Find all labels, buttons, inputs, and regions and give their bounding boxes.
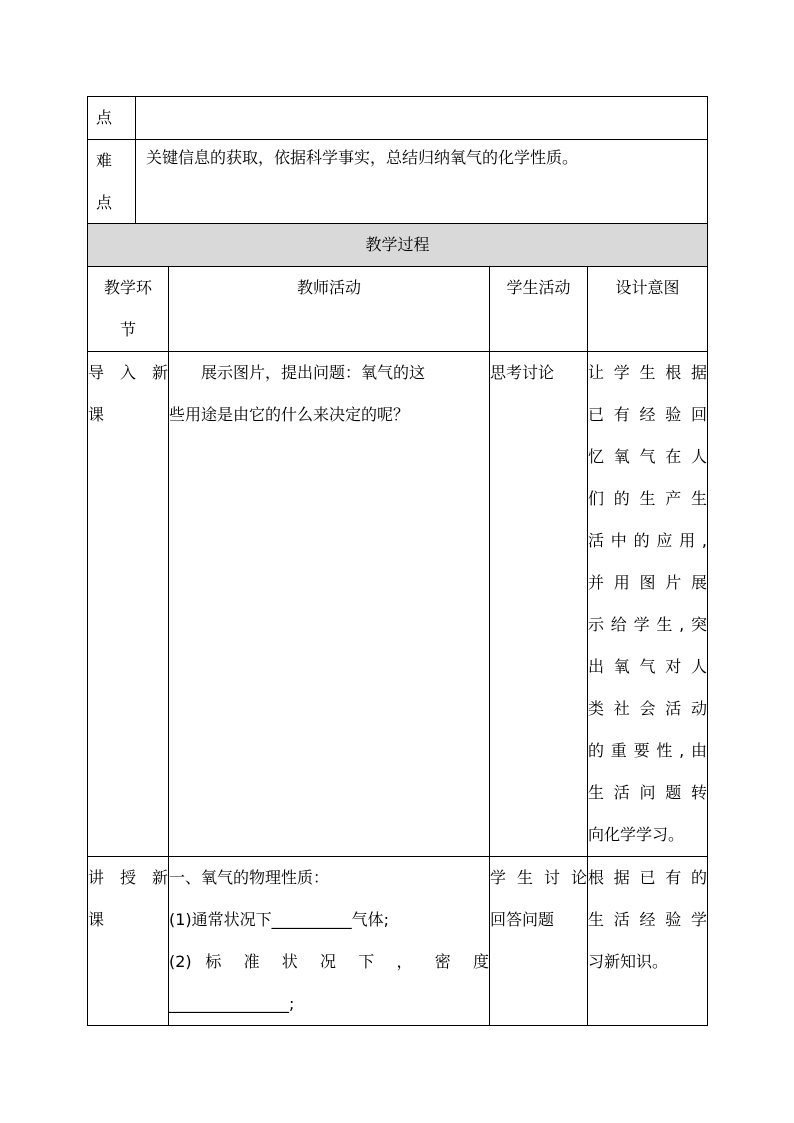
design-intent-line: 忆氧气在人 (588, 447, 708, 466)
design-intent-line: 让学生根据 (588, 363, 708, 382)
design-intent-line: 向化学学习。 (588, 825, 685, 844)
teaching-process-table (87, 223, 708, 1026)
student-activity-cell (490, 857, 588, 1026)
teacher-activity-line: 些用途是由它的什么来决定的呢？ (169, 405, 410, 424)
difficulty-label-line-2: 点 (96, 193, 113, 212)
design-intent-line: 习新知识。 (588, 952, 669, 971)
teacher-activity-line: 展示图片，提出问题：氧气的这 (201, 363, 426, 382)
student-activity-line: 学生讨论 (490, 868, 587, 887)
design-intent-line: 生活问题转 (588, 783, 708, 802)
stage-line: 课 (88, 910, 105, 929)
student-activity-line: 思考讨论 (490, 363, 555, 382)
header-stage-line-2: 节 (119, 320, 136, 339)
header-teacher: 教师活动 (169, 267, 490, 352)
teacher-activity-cell (169, 352, 490, 857)
difficulty-row (88, 140, 708, 225)
design-intent-line: 根据已有的 (588, 868, 708, 887)
student-activity-line: 回答问题 (490, 910, 555, 929)
design-intent-line: 们的生产生 (588, 489, 708, 508)
key-point-label: 点 (88, 97, 136, 140)
design-intent-line: 类社会活动 (588, 699, 708, 718)
header-stage-line-1: 教学环 (103, 278, 152, 297)
teacher-activity-line: 一、氧气的物理性质： (169, 868, 330, 887)
table-row (88, 352, 708, 857)
difficulty-label-line-1: 难 (96, 151, 113, 170)
design-intent-cell (588, 857, 708, 1026)
section-title-row (88, 224, 708, 267)
student-activity-cell (490, 352, 588, 857)
header-row (88, 267, 708, 352)
key-point-row (88, 97, 708, 140)
header-student: 学生活动 (490, 267, 588, 352)
key-points-table (87, 96, 708, 225)
stage-cell (88, 352, 169, 857)
difficulty-content: 关键信息的获取，依据科学事实，总结归纳氧气的化学性质。 (136, 140, 708, 225)
teacher-activity-cell (169, 857, 490, 1026)
section-title: 教学过程 (88, 224, 708, 267)
header-stage (88, 267, 169, 352)
difficulty-label (88, 140, 136, 225)
key-point-content (136, 97, 708, 140)
teacher-activity-line: (1)通常状况下__________气体; (169, 910, 390, 929)
design-intent-line: 并用图片展 (588, 573, 708, 592)
header-intent: 设计意图 (588, 267, 708, 352)
table-row (88, 857, 708, 1026)
design-intent-line: 已有经验回 (588, 405, 708, 424)
design-intent-line: 生活经验学 (588, 910, 708, 929)
stage-cell (88, 857, 169, 1026)
teacher-activity-line: _______________; (169, 994, 295, 1013)
design-intent-cell (588, 352, 708, 857)
design-intent-line: 活中的应用, (588, 531, 708, 550)
design-intent-line: 的重要性,由 (588, 741, 708, 760)
design-intent-line: 出氧气对人 (588, 657, 708, 676)
teacher-activity-line: (2) 标 准 状 况 下 ， 密 度 (169, 952, 489, 971)
stage-line: 讲 授 新 (88, 868, 168, 887)
stage-line: 课 (88, 405, 105, 424)
stage-line: 导 入 新 (88, 363, 168, 382)
design-intent-line: 示给学生,突 (588, 615, 708, 634)
